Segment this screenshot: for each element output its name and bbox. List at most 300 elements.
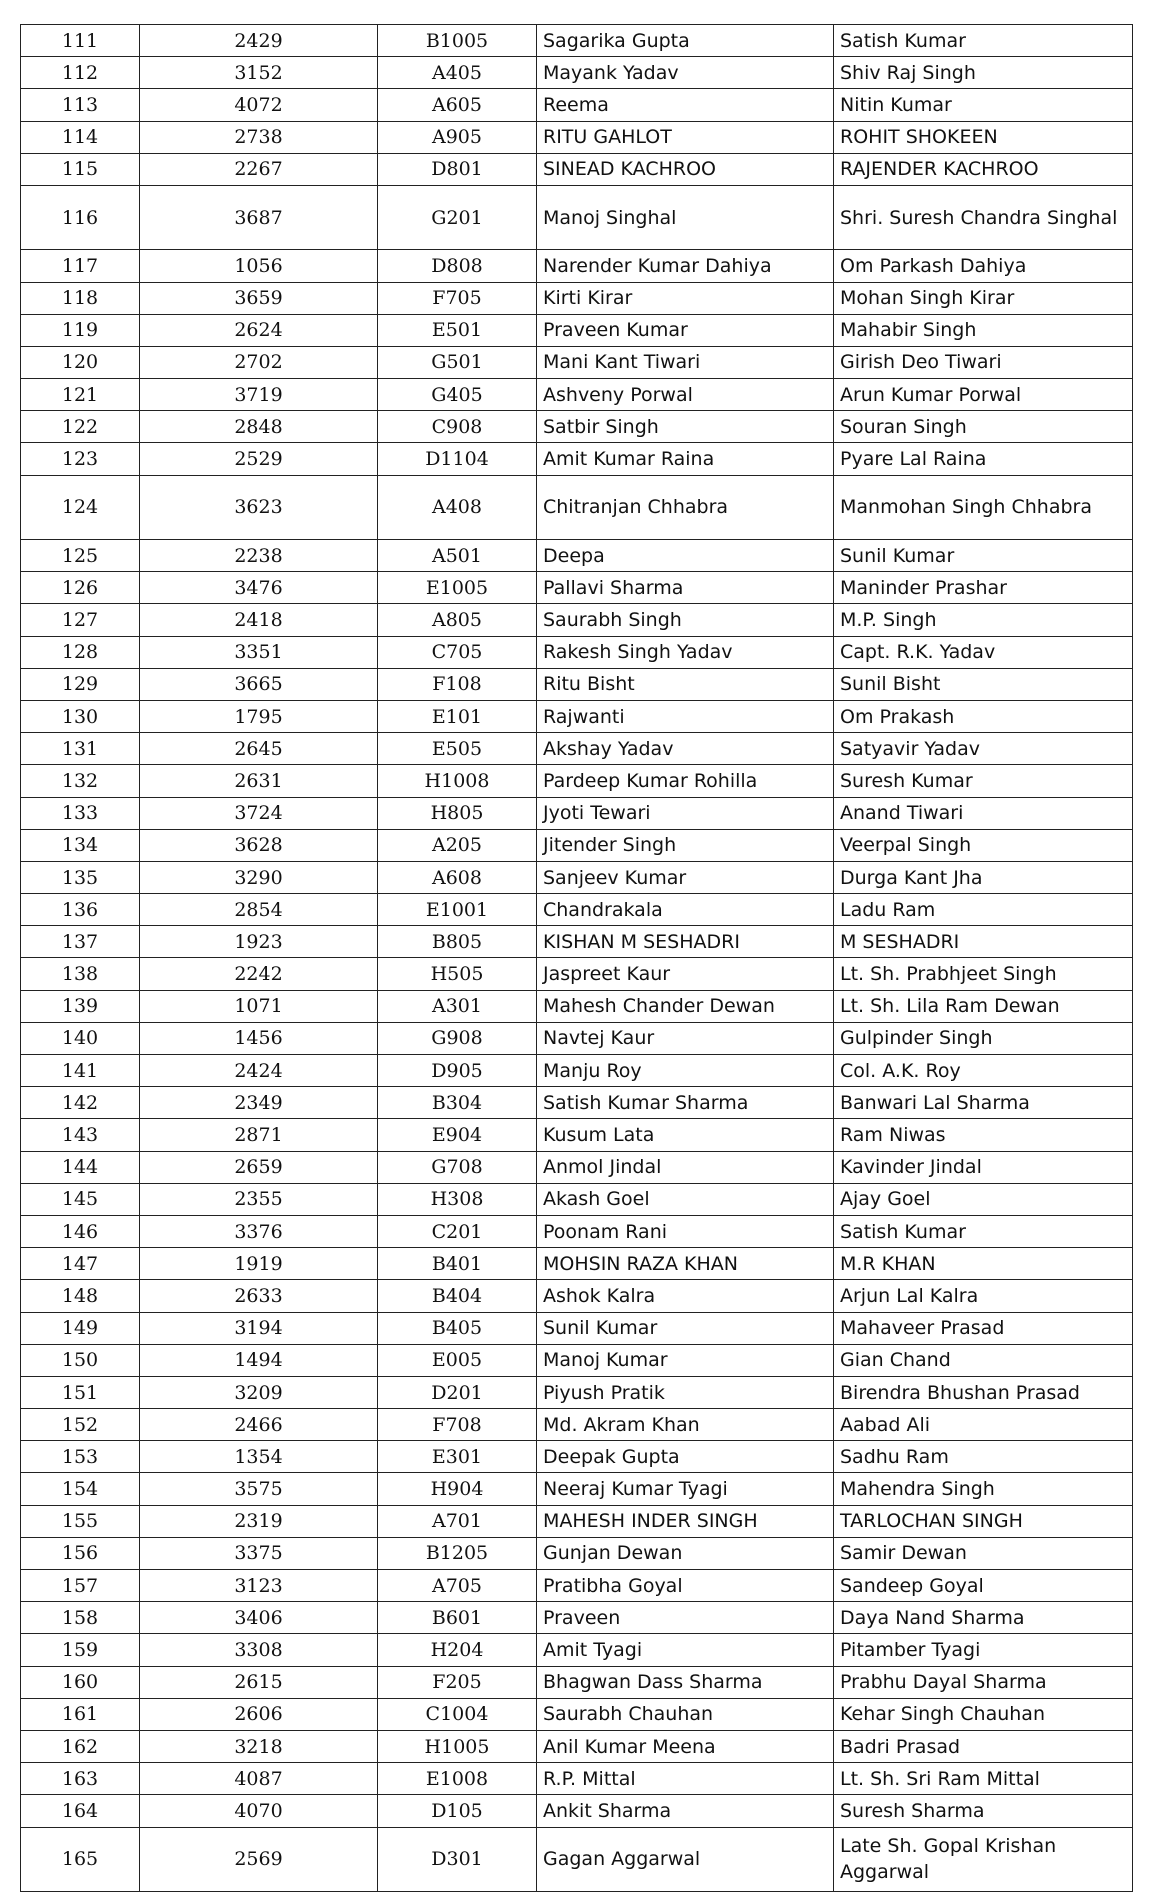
flat-number-cell: E301 [378,1441,537,1473]
table-row [21,958,1133,990]
member-id-cell: 3659 [140,282,378,314]
member-id-cell: 3406 [140,1602,378,1634]
table-row [21,668,1133,700]
table-row [21,1248,1133,1280]
member-id-cell: 1456 [140,1022,378,1054]
member-name-cell: Bhagwan Dass Sharma [537,1666,834,1698]
serial-number-cell: 163 [21,1763,140,1795]
table-row [21,1505,1133,1537]
relation-name-cell: Lt. Sh. Lila Ram Dewan [834,990,1133,1022]
flat-number-cell: D301 [378,1827,537,1891]
table-row [21,1634,1133,1666]
member-name-cell: Saurabh Singh [537,604,834,636]
member-id-cell: 3194 [140,1312,378,1344]
table-row [21,1344,1133,1376]
member-name-cell: Pallavi Sharma [537,572,834,604]
flat-number-cell: B304 [378,1087,537,1119]
relation-name-cell: Satish Kumar [834,25,1133,57]
member-name-cell: Amit Tyagi [537,1634,834,1666]
serial-number-cell: 145 [21,1183,140,1215]
table-row [21,572,1133,604]
serial-number-cell: 114 [21,121,140,153]
member-name-cell: Pratibha Goyal [537,1570,834,1602]
flat-number-cell: B1005 [378,25,537,57]
member-id-cell: 3623 [140,475,378,539]
member-id-cell: 3308 [140,1634,378,1666]
relation-name-cell: Sadhu Ram [834,1441,1133,1473]
serial-number-cell: 112 [21,57,140,89]
member-name-cell: Jitender Singh [537,829,834,861]
member-id-cell: 4072 [140,89,378,121]
member-id-cell: 3719 [140,379,378,411]
member-name-cell: Gunjan Dewan [537,1537,834,1569]
relation-name-cell: Pitamber Tyagi [834,1634,1133,1666]
relation-name-cell: Badri Prasad [834,1730,1133,1762]
relation-name-cell: TARLOCHAN SINGH [834,1505,1133,1537]
member-name-cell: Rajwanti [537,700,834,732]
table-row [21,475,1133,539]
flat-number-cell: G201 [378,185,537,249]
table-row [21,990,1133,1022]
serial-number-cell: 153 [21,1441,140,1473]
serial-number-cell: 115 [21,153,140,185]
member-id-cell: 1795 [140,700,378,732]
serial-number-cell: 159 [21,1634,140,1666]
relation-name-cell: Om Prakash [834,700,1133,732]
member-id-cell: 2645 [140,733,378,765]
flat-number-cell: A301 [378,990,537,1022]
table-row [21,1570,1133,1602]
relation-name-cell: Mohan Singh Kirar [834,282,1133,314]
relation-name-cell: Maninder Prashar [834,572,1133,604]
serial-number-cell: 134 [21,829,140,861]
serial-number-cell: 154 [21,1473,140,1505]
member-id-cell: 2854 [140,894,378,926]
serial-number-cell: 117 [21,250,140,282]
table-row [21,1055,1133,1087]
member-id-cell: 3209 [140,1376,378,1408]
flat-number-cell: A705 [378,1570,537,1602]
member-name-cell: Md. Akram Khan [537,1409,834,1441]
serial-number-cell: 155 [21,1505,140,1537]
member-id-cell: 3218 [140,1730,378,1762]
relation-name-cell: M SESHADRI [834,926,1133,958]
relation-name-cell: Lt. Sh. Prabhjeet Singh [834,958,1133,990]
relation-name-cell: Birendra Bhushan Prasad [834,1376,1133,1408]
member-id-cell: 2569 [140,1827,378,1891]
relation-name-cell: Nitin Kumar [834,89,1133,121]
member-id-cell: 2633 [140,1280,378,1312]
relation-name-cell: Pyare Lal Raina [834,443,1133,475]
member-id-cell: 3290 [140,861,378,893]
member-id-cell: 3376 [140,1215,378,1247]
member-id-cell: 3375 [140,1537,378,1569]
member-name-cell: Piyush Pratik [537,1376,834,1408]
member-id-cell: 1494 [140,1344,378,1376]
member-id-cell: 3476 [140,572,378,604]
member-name-cell: SINEAD KACHROO [537,153,834,185]
serial-number-cell: 113 [21,89,140,121]
table-row [21,1280,1133,1312]
flat-number-cell: F205 [378,1666,537,1698]
serial-number-cell: 118 [21,282,140,314]
flat-number-cell: A608 [378,861,537,893]
serial-number-cell: 147 [21,1248,140,1280]
member-id-cell: 3665 [140,668,378,700]
serial-number-cell: 138 [21,958,140,990]
member-id-cell: 2631 [140,765,378,797]
flat-number-cell: C201 [378,1215,537,1247]
member-name-cell: Satish Kumar Sharma [537,1087,834,1119]
table-row [21,1409,1133,1441]
serial-number-cell: 137 [21,926,140,958]
serial-number-cell: 160 [21,1666,140,1698]
member-id-cell: 2349 [140,1087,378,1119]
member-id-cell: 2242 [140,958,378,990]
table-row [21,1151,1133,1183]
relation-name-cell: Shri. Suresh Chandra Singhal [834,185,1133,249]
member-id-cell: 2466 [140,1409,378,1441]
flat-number-cell: E1005 [378,572,537,604]
table-row [21,346,1133,378]
member-name-cell: KISHAN M SESHADRI [537,926,834,958]
member-name-cell: Deepak Gupta [537,1441,834,1473]
member-name-cell: Praveen [537,1602,834,1634]
flat-number-cell: A408 [378,475,537,539]
member-name-cell: Anil Kumar Meena [537,1730,834,1762]
table-row [21,1215,1133,1247]
member-id-cell: 4070 [140,1795,378,1827]
flat-number-cell: H805 [378,797,537,829]
table-row [21,636,1133,668]
member-name-cell: Gagan Aggarwal [537,1827,834,1891]
member-name-cell: MAHESH INDER SINGH [537,1505,834,1537]
member-id-cell: 3687 [140,185,378,249]
table-row [21,314,1133,346]
flat-number-cell: D105 [378,1795,537,1827]
table-row [21,57,1133,89]
table-row [21,1763,1133,1795]
flat-number-cell: G501 [378,346,537,378]
relation-name-cell: Suresh Sharma [834,1795,1133,1827]
flat-number-cell: E904 [378,1119,537,1151]
table-row [21,1473,1133,1505]
member-id-cell: 2529 [140,443,378,475]
member-id-cell: 1354 [140,1441,378,1473]
table-row [21,1827,1133,1891]
table-row [21,89,1133,121]
serial-number-cell: 129 [21,668,140,700]
flat-number-cell: B601 [378,1602,537,1634]
member-id-cell: 2659 [140,1151,378,1183]
table-row [21,153,1133,185]
serial-number-cell: 133 [21,797,140,829]
table-row [21,1441,1133,1473]
relation-name-cell: Col. A.K. Roy [834,1055,1133,1087]
member-name-cell: Sagarika Gupta [537,25,834,57]
member-id-cell: 1056 [140,250,378,282]
relation-name-cell: Kehar Singh Chauhan [834,1698,1133,1730]
table-row [21,540,1133,572]
relation-name-cell: Satyavir Yadav [834,733,1133,765]
table-row [21,733,1133,765]
member-name-cell: Manoj Singhal [537,185,834,249]
member-name-cell: Ashveny Porwal [537,379,834,411]
serial-number-cell: 148 [21,1280,140,1312]
flat-number-cell: H904 [378,1473,537,1505]
flat-number-cell: F705 [378,282,537,314]
serial-number-cell: 124 [21,475,140,539]
serial-number-cell: 151 [21,1376,140,1408]
member-name-cell: Ritu Bisht [537,668,834,700]
member-name-cell: Akash Goel [537,1183,834,1215]
member-name-cell: Kirti Kirar [537,282,834,314]
serial-number-cell: 146 [21,1215,140,1247]
table-row [21,1183,1133,1215]
serial-number-cell: 141 [21,1055,140,1087]
table-row [21,1730,1133,1762]
serial-number-cell: 131 [21,733,140,765]
member-id-cell: 2624 [140,314,378,346]
table-row [21,250,1133,282]
member-id-cell: 2615 [140,1666,378,1698]
flat-number-cell: E505 [378,733,537,765]
serial-number-cell: 136 [21,894,140,926]
flat-number-cell: B805 [378,926,537,958]
member-name-cell: Mayank Yadav [537,57,834,89]
serial-number-cell: 125 [21,540,140,572]
serial-number-cell: 149 [21,1312,140,1344]
flat-number-cell: H1005 [378,1730,537,1762]
member-id-cell: 4087 [140,1763,378,1795]
member-id-cell: 3575 [140,1473,378,1505]
relation-name-cell: Prabhu Dayal Sharma [834,1666,1133,1698]
flat-number-cell: A701 [378,1505,537,1537]
member-name-cell: Amit Kumar Raina [537,443,834,475]
table-row [21,1698,1133,1730]
member-table-body [21,25,1133,1892]
member-name-cell: Poonam Rani [537,1215,834,1247]
flat-number-cell: E501 [378,314,537,346]
table-row [21,1795,1133,1827]
member-name-cell: R.P. Mittal [537,1763,834,1795]
relation-name-cell: Arjun Lal Kalra [834,1280,1133,1312]
member-id-cell: 2267 [140,153,378,185]
flat-number-cell: B401 [378,1248,537,1280]
serial-number-cell: 140 [21,1022,140,1054]
table-row [21,894,1133,926]
table-row [21,1537,1133,1569]
serial-number-cell: 116 [21,185,140,249]
serial-number-cell: 130 [21,700,140,732]
relation-name-cell: Kavinder Jindal [834,1151,1133,1183]
flat-number-cell: F108 [378,668,537,700]
member-name-cell: RITU GAHLOT [537,121,834,153]
member-id-cell: 2418 [140,604,378,636]
member-name-cell: Kusum Lata [537,1119,834,1151]
relation-name-cell: Sunil Bisht [834,668,1133,700]
flat-number-cell: D801 [378,153,537,185]
table-row [21,1312,1133,1344]
flat-number-cell: D201 [378,1376,537,1408]
member-id-cell: 2871 [140,1119,378,1151]
table-row [21,25,1133,57]
flat-number-cell: A605 [378,89,537,121]
serial-number-cell: 111 [21,25,140,57]
table-row [21,411,1133,443]
flat-number-cell: E1008 [378,1763,537,1795]
serial-number-cell: 161 [21,1698,140,1730]
member-name-cell: Saurabh Chauhan [537,1698,834,1730]
table-row [21,185,1133,249]
serial-number-cell: 144 [21,1151,140,1183]
relation-name-cell: Durga Kant Jha [834,861,1133,893]
flat-number-cell: B404 [378,1280,537,1312]
flat-number-cell: D905 [378,1055,537,1087]
relation-name-cell: Girish Deo Tiwari [834,346,1133,378]
relation-name-cell: Late Sh. Gopal Krishan Aggarwal [834,1827,1133,1891]
relation-name-cell: Ram Niwas [834,1119,1133,1151]
member-name-cell: Pardeep Kumar Rohilla [537,765,834,797]
member-name-cell: Navtej Kaur [537,1022,834,1054]
relation-name-cell: Veerpal Singh [834,829,1133,861]
member-name-cell: Manoj Kumar [537,1344,834,1376]
serial-number-cell: 135 [21,861,140,893]
member-name-cell: Sanjeev Kumar [537,861,834,893]
relation-name-cell: Samir Dewan [834,1537,1133,1569]
member-name-cell: Reema [537,89,834,121]
relation-name-cell: Om Parkash Dahiya [834,250,1133,282]
member-id-cell: 2424 [140,1055,378,1087]
serial-number-cell: 139 [21,990,140,1022]
flat-number-cell: F708 [378,1409,537,1441]
member-id-cell: 2429 [140,25,378,57]
relation-name-cell: Ajay Goel [834,1183,1133,1215]
member-name-cell: Sunil Kumar [537,1312,834,1344]
relation-name-cell: Shiv Raj Singh [834,57,1133,89]
serial-number-cell: 165 [21,1827,140,1891]
member-name-cell: Praveen Kumar [537,314,834,346]
member-name-cell: Chandrakala [537,894,834,926]
relation-name-cell: Banwari Lal Sharma [834,1087,1133,1119]
member-name-cell: Akshay Yadav [537,733,834,765]
flat-number-cell: A501 [378,540,537,572]
table-row [21,443,1133,475]
flat-number-cell: C705 [378,636,537,668]
serial-number-cell: 128 [21,636,140,668]
flat-number-cell: E005 [378,1344,537,1376]
relation-name-cell: Mahaveer Prasad [834,1312,1133,1344]
flat-number-cell: C1004 [378,1698,537,1730]
relation-name-cell: Sunil Kumar [834,540,1133,572]
member-name-cell: Narender Kumar Dahiya [537,250,834,282]
flat-number-cell: H204 [378,1634,537,1666]
serial-number-cell: 122 [21,411,140,443]
member-name-cell: Chitranjan Chhabra [537,475,834,539]
member-id-cell: 3724 [140,797,378,829]
flat-number-cell: D808 [378,250,537,282]
relation-name-cell: Sandeep Goyal [834,1570,1133,1602]
serial-number-cell: 164 [21,1795,140,1827]
member-id-cell: 3351 [140,636,378,668]
table-row [21,1376,1133,1408]
relation-name-cell: Daya Nand Sharma [834,1602,1133,1634]
member-id-cell: 2738 [140,121,378,153]
relation-name-cell: Mahabir Singh [834,314,1133,346]
member-id-cell: 3123 [140,1570,378,1602]
member-name-cell: Satbir Singh [537,411,834,443]
relation-name-cell: Aabad Ali [834,1409,1133,1441]
table-row [21,121,1133,153]
serial-number-cell: 121 [21,379,140,411]
table-row [21,604,1133,636]
member-id-cell: 2319 [140,1505,378,1537]
table-row [21,379,1133,411]
flat-number-cell: H308 [378,1183,537,1215]
member-id-cell: 2702 [140,346,378,378]
table-row [21,797,1133,829]
relation-name-cell: Capt. R.K. Yadav [834,636,1133,668]
relation-name-cell: Satish Kumar [834,1215,1133,1247]
table-row [21,765,1133,797]
table-row [21,926,1133,958]
member-name-cell: MOHSIN RAZA KHAN [537,1248,834,1280]
member-name-cell: Jaspreet Kaur [537,958,834,990]
serial-number-cell: 132 [21,765,140,797]
serial-number-cell: 119 [21,314,140,346]
relation-name-cell: Mahendra Singh [834,1473,1133,1505]
serial-number-cell: 142 [21,1087,140,1119]
member-name-cell: Rakesh Singh Yadav [537,636,834,668]
relation-name-cell: Souran Singh [834,411,1133,443]
relation-name-cell: Anand Tiwari [834,797,1133,829]
table-row [21,282,1133,314]
flat-number-cell: A905 [378,121,537,153]
flat-number-cell: B405 [378,1312,537,1344]
flat-number-cell: G908 [378,1022,537,1054]
relation-name-cell: Gulpinder Singh [834,1022,1133,1054]
relation-name-cell: Suresh Kumar [834,765,1133,797]
member-name-cell: Neeraj Kumar Tyagi [537,1473,834,1505]
flat-number-cell: G405 [378,379,537,411]
relation-name-cell: M.P. Singh [834,604,1133,636]
relation-name-cell: M.R KHAN [834,1248,1133,1280]
relation-name-cell: Ladu Ram [834,894,1133,926]
table-row [21,700,1133,732]
table-row [21,1119,1133,1151]
flat-number-cell: G708 [378,1151,537,1183]
member-name-cell: Ankit Sharma [537,1795,834,1827]
flat-number-cell: H505 [378,958,537,990]
relation-name-cell: Manmohan Singh Chhabra [834,475,1133,539]
table-row [21,861,1133,893]
table-row [21,1087,1133,1119]
serial-number-cell: 158 [21,1602,140,1634]
member-id-cell: 2238 [140,540,378,572]
relation-name-cell: RAJENDER KACHROO [834,153,1133,185]
flat-number-cell: C908 [378,411,537,443]
flat-number-cell: E1001 [378,894,537,926]
table-row [21,1666,1133,1698]
serial-number-cell: 120 [21,346,140,378]
flat-number-cell: A805 [378,604,537,636]
relation-name-cell: ROHIT SHOKEEN [834,121,1133,153]
member-name-cell: Mahesh Chander Dewan [537,990,834,1022]
serial-number-cell: 157 [21,1570,140,1602]
member-id-cell: 3628 [140,829,378,861]
member-name-cell: Anmol Jindal [537,1151,834,1183]
table-row [21,1602,1133,1634]
